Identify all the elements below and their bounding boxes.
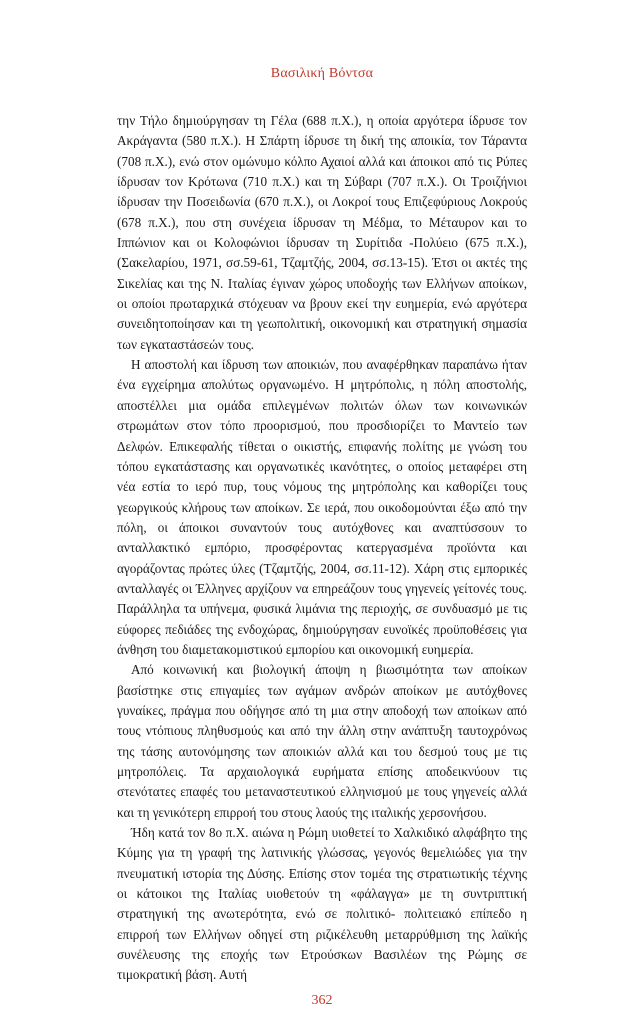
paragraph-2: Η αποστολή και ίδρυση των αποικιών, που αναφέρθηκαν παραπάνω ήταν ένα εγχείρημα απολύτως οργανωμένο. Η μητρόπολις, η πόλη αποστολής, αποστέλλει μια ομάδα επιλεγμένων πολιτών όλων των κοινωνικών στρωμάτων στον τόπο προορισμού, που προσδιορίζει το Μαντείο των Δελφών. Επικεφαλής τίθεται ο οικιστής, επιφανής πολίτης με γνώση του τόπου εγκατάστασης και οργανωτικές ικανότητες, ο οποίος μεταφέρει στη νέα εστία το ιερό πυρ, τους νόμους της μητρόπολης και καθορίζει τους γεωργικούς κλήρους των αποίκων. Σε ιερά, που οικοδομούνται έξω από την πόλη, οι άποικοι συναντούν τους αυτόχθονες και αναπτύσσουν το ανταλλακτικό εμπόριο, προσφέροντας κατεργασμένα προϊόντα και αγοράζοντας πρώτες ύλες (Τζαμτζής, 2004, σσ.11-12). Χάρη στις εμπορικές ανταλλαγές οι Έλληνες αρχίζουν να επηρεάζουν τους γηγενείς γείτονές τους. Παράλληλα τα υπήνεμα, φυσικά λιμάνια της περιοχής, σε συνδυασμό με τις εύφορες πεδιάδες της ενδοχώρας, δημιούργησαν ευνοϊκές προϋποθέσεις για άνθηση του διαμετακομιστικού εμπορίου και οικονομική ευημερία. [117,357,527,657]
running-head-author: Βασιλική Βόντσα [270,66,374,81]
paragraph-4: Ήδη κατά τον 8ο π.Χ. αιώνα η Ρώμη υιοθετεί το Χαλκιδικό αλφάβητο της Κύμης για τη γραφή της λατινικής γλώσσας, γεγονός θεμελιώδες για την πνευματική ιστορία της Δύσης. Επίσης στον τομέα της στρατιωτικής τέχνης οι κάτοικοι της Ιταλίας υιοθετούν τη «φάλαγγα» με τη συντριπτική στρατηγική της ανωτερότητα, ενώ σε πολιτικό- πολιτειακό επίπεδο η επιρροή των Ελλήνων οδηγεί στη ριζικέλευθη μεταρρύθμιση της λαϊκής συνέλευσης της εποχής των Ετρούσκων Βασιλέων της Ρώμης σε τιμοκρατική βάση. Αυτή [117,825,527,983]
page-number: 362 [311,993,333,1008]
paragraph-1: την Τήλο δημιούργησαν τη Γέλα (688 π.Χ.), η οποία αργότερα ίδρυσε τον Ακράγαντα (580 π.Χ.). Η Σπάρτη ίδρυσε τη δική της αποικία, τον Τάραντα (708 π.Χ.), ενώ στον ομώνυμο κόλπο Αχαιοί αλλά και άποικοι από τις Ρύπες ίδρυσαν τον Κρότωνα (710 π.Χ.) και τη Σύβαρι (707 π.Χ.). Οι Τροιζήνιοι ίδρυσαν την Ποσειδωνία (670 π.Χ.), οι Λοκροί τους Επιζεφύριους Λοκρούς (678 π.Χ.), που στη συνέχεια ίδρυσαν τη Μέδμα, το Μέταυρον και το Ιππώνιον και οι Κολοφώνιοι ίδρυσαν τη Συρίτιδα -Πολύειο (675 π.Χ.), (Σακελαρίου, 1971, σσ.59-61, Τζαμτζής, 2004, σσ.13-15). Έτσι οι ακτές της Σικελίας και της Ν. Ιταλίας έγιναν χώρος υποδοχής των Ελλήνων αποίκων, οι οποίοι πρωταρχικά στόχευαν να βρουν εκεί την ευημερία, ενώ αργότερα συνειδητοποίησαν και τη γεωπολιτική, οικονομική και στρατηγική σημασία των εγκαταστάσεών τους. [117,113,527,352]
body-text [117,111,527,986]
paragraph-3: Από κοινωνική και βιολογική άποψη η βιωσιμότητα των αποίκων βασίστηκε στις επιγαμίες των αγάμων ανδρών αποίκων με αυτόχθονες γυναίκες, πράγμα που οδήγησε από τη μια στην αποδοχή των αποίκων από τους ντόπιους πληθυσμούς και από την άλλη στην ανάπτυξη ταυτοχρόνως της τάσης αυτονόμησης των αποικιών αλλά και του δεσμού τους με τις μητροπόλεις. Τα αρχαιολογικά ευρήματα επίσης αποδεικνύουν τις στενότατες επαφές του μεταναστευτικού ελληνισμού με τους γηγενείς αλλά και τη γενικότερη επιρροή του στους λαούς της ιταλικής χερσονήσου. [117,662,527,820]
